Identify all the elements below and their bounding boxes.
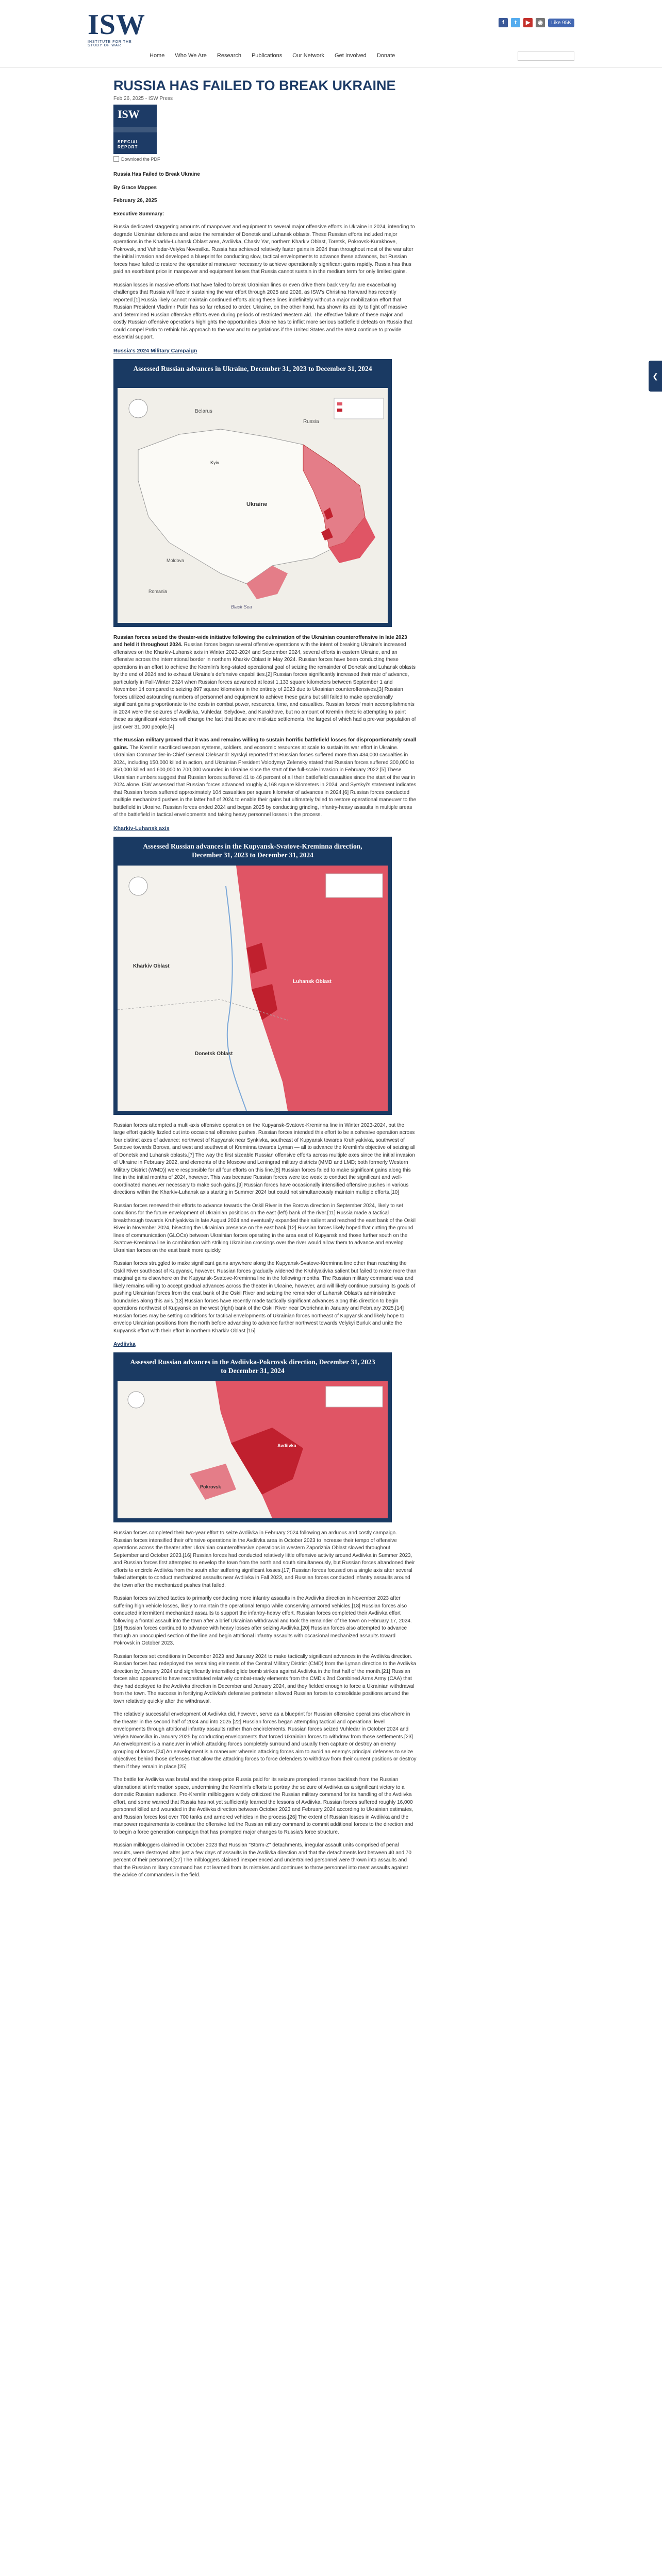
paragraph: Russian forces switched tactics to primarily conducting more infantry assaults in the Avdiivka direction in November 2023 after suffering high vehicle losses, likely to maintain the operational tempo while conserving armored vehicles.[18] Russian forces also conducted intermittent mechanized assaults to support the infantry-heavy effort. Russian forces completed their Avdiivka effort following a frontal assault into the town after a brief Ukrainian withdrawal and took the remainder of the town on February 17, 2024.[19] Russian forces continued to advance with heavy losses after seizing Avdiivka.[20] Russian forces also attempted to advance through an unoccupied section of the line and begin attritional infantry assaults with occasional mechanized assaults toward Pokrovsk in October 2023. [113,1596,412,1646]
map-label-belarus: Belarus [195,408,212,414]
kharkiv-map-svg [118,866,388,1111]
map-ukraine-advances[interactable] [113,359,392,627]
map-title: Assessed Russian advances in the Avdiivka-Pokrovsk direction, December 31, 2023 to December 31, 2024 [130,1358,375,1375]
paragraph-text: The Kremlin sacrificed weapon systems, soldiers, and economic resources at scale to sustain its war effort in Ukraine. Ukrainian Commander-in-Chief General Oleksandr Syrskyi reported that Russian forces suffered more than 434,000 casualties in 2024, including 150,000 killed in action, and Ukrainian President Volodymyr Zelensky stated that Russian forces suffered 300,000 to 350,000 killed and 600,000 to 700,000 wounded in Ukraine since the start of the full-scale invasion in February 2022.[5] These Ukrainian numbers suggest that Russian forces suffered 41 to 46 percent of all their battlefield casualties since the start of the war in 2024 alone. ISW assessed that Russian forces advanced roughly 4,168 square kilometers in 2024, and Syrskyi's statement indicates that Russian forces suffered approximately 104 casualties per square kilometer of advances in 2024.[6] Russian forces conducted multiple mechanized pushes in the latter half of 2024 to enable their gains but ultimately failed to restore operational maneuver to the battlefield in Ukraine. Russian forces ended 2024 and began 2025 by conducting grinding, infantry-heavy assaults in multiple areas of the battlefield in tactical envelopments and taking heavy personnel losses in the process. [113,744,417,818]
map-label-pokrovsk: Pokrovsk [200,1484,221,1489]
map-label-romania: Romania [148,588,168,594]
youtube-icon[interactable]: ▶ [523,18,533,27]
social-links [499,18,574,27]
exec-summary-heading: Executive Summary: [113,211,164,217]
map-label-donetsk: Donetsk Oblast [195,1050,233,1057]
article [113,72,417,1885]
article-date: February 26, 2025 [113,198,157,204]
bold-lead: The Russian military proved that it was and remains willing to sustain horrific battlefield losses for disproportionately small gains. [113,737,417,751]
facebook-icon[interactable]: f [499,18,508,27]
paragraph: The relatively successful envelopment of Avdiivka did, however, serve as a blueprint for Russian offensive operations elsewhere in the theater in the second half of 2024 and into 2025.[22] Russian forces began attempting tactical and operational level envelopments through attritional infantry assaults rather than encirclements. Russian forces seized Vuhledar in October 2024 and Velyka Novosilka in January 2025 by conducting envelopments that forced Ukrainian forces to withdraw from those settlements.[23] An envelopment is a maneuver in which attacking forces completely surround and usually then capture or destroy an enemy grouping of forces.[24] An envelopment is a maneuver wherein attacking forces aim to avoid an enemy's principal defenses to seize objectives behind those defenses that allow the attacking forces to force defenders to withdraw from their current positions or destroy them if they remain in place.[25] [113,1711,417,1770]
map-label-moldova: Moldova [167,557,185,563]
avdiivka-map-svg [118,1381,388,1518]
map-label-kharkiv: Kharkiv Oblast [133,963,170,969]
nav-publications[interactable]: Publications [251,53,283,59]
map-label-luhansk: Luhansk Oblast [293,978,332,985]
map-label-avdiivka: Avdiivka [277,1443,296,1448]
main-nav [150,53,395,59]
map-label-russia: Russia [303,418,319,425]
map-label-ukraine: Ukraine [246,501,268,507]
bold-lead: Russian forces seized the theater-wide initiative following the culmination of the Ukrainian counteroffensive in late 2023 and held it throughout 2024. [113,634,407,648]
paragraph: Russian milbloggers claimed in October 2023 that Russian "Storm-Z" detachments, irregular assault units comprised of penal recruits, were destroyed after just a few days of assaults in the Avdiivka direction and that the detachments lost between 40 and 70 percent of their personnel.[27] The milbloggers claimed inexperienced and undertrained personnel were thrown into assaults and that the Russian military command has not learned from its mistakes and continues to throw personnel into meat assaults against the advice of commanders in the field. [113,1842,411,1878]
paragraph: Russian forces set conditions in December 2023 and January 2024 to make tactically significant advances in the Avdiivka direction. Russian forces had redeployed the remaining elements of the Central Military District (CMD) from the Lyman direction to the Avdiivka direction by January 2024 and significantly intensified glide bomb strikes against Avdiivka in the first half of the month.[21] Russian forces also appeared to have reconstituted relatively combat-ready elements from the CMD's 2nd Combined Arms Army (CAA) that they had deployed to the Avdiivka direction in December and January 2024, and they fielded enough to force a Ukrainian withdrawal from the town. The success in fortifying Avdiivka's defensive perimeter allowed Russian forces to consolidate positions around the town relatively quickly after the withdrawal. [113,1653,416,1704]
nav-donate[interactable]: Donate [376,53,395,59]
paragraph: Russia dedicated staggering amounts of manpower and equipment to several major offensive efforts in Ukraine in 2024, intending to degrade Ukrainian defenses and seize the remainder of Donetsk and Luhansk oblasts. These Russian efforts included major operations in the Kharkiv-Luhansk Oblast area, Avdiivka, Chasiv Yar, northern Kharkiv Oblast, Toretsk, Pokrovsk-Kurakhove, Pokrovsk, and Vuhledar-Velyka Novosilka. Russia has achieved relatively faster gains in 2024 than throughout most of the war after the initial invasion and developed a blueprint for conducting slow, tactical envelopments to advance these advances, but Russian forces have failed to restore the operational maneuver necessary to achieve operationally significant gains rapidly. Russia has thus paid an exorbitant price in manpower and equipment losses that Russia cannot sustain in the medium term for only limited gains. [113,224,415,275]
badge-logo: ISW [118,108,140,121]
special-report-badge [113,105,157,154]
map-avdiivka-pokrovsk[interactable] [113,1352,392,1522]
logo-subtitle: INSTITUTE FOR THE STUDY OF WAR [88,40,132,47]
paragraph [113,634,417,732]
article-heading: Russia Has Failed to Break Ukraine [113,172,200,177]
map-body [118,388,388,623]
nav-research[interactable]: Research [217,53,241,59]
nav-who-we-are[interactable]: Who We Are [175,53,207,59]
nav-home[interactable]: Home [150,53,165,59]
paragraph-text: Russian forces began several offensive operations with the intent of breaking Ukraine's increased offensives on the Kharkiv-Luhansk axis in Winter 2023-2024 and September 2024, several efforts in eastern Ukraine, and an offensive across the international border in northern Kharkiv Oblast in May 2024. Russian forces have been conducting these operations in an effort to achieve the Kremlin's long-stated operational goal of seizing the remainder of Donetsk and Luhansk oblasts by the end of 2024 and to exhaust Ukraine's defensive capabilities.[2] Russian forces significantly increased their rate of advance, particularly in Fall-Winter 2024 when Russian forces advanced at least 1,133 square kilometers between September 1 and November 14 compared to seizing 897 square kilometers in the entirety of 2023 due to Ukrainian counteroffensives.[3] Russian forces utilized astounding numbers of personnel and equipment to achieve these gains but still failed to make operationally significant gains proportionate to the costs in combat power, resources, time, and casualties. Russian forces' main accomplishments in 2024 were the seizures of Avdiivka, Vuhledar, Selydove, and Kurakhove, but no amount of Kremlin rhetoric attempting to paint these as significant victories will change the fact that these are mid-size settlements, the largest of which had a pre-war population of just over 31,000 people.[4] [113,642,416,730]
paragraph [113,737,417,819]
site-header [0,0,662,67]
section-heading[interactable]: Avdiivka [113,1341,136,1347]
nav-our-network[interactable]: Our Network [292,53,325,59]
download-pdf-link[interactable] [113,156,417,162]
nav-get-involved[interactable]: Get Involved [335,53,367,59]
twitter-icon[interactable]: t [511,18,520,27]
badge-label: SPECIAL REPORT [118,140,139,149]
map-body [118,1381,388,1518]
paragraph: Russian forces struggled to make significant gains anywhere along the Kupyansk-Svatove-Kreminna line other than reaching the Oskil River southeast of Kupyansk, however. Russian forces gradually widened the Kruhlyakivka salient but failed to make more than marginal gains elsewhere on the Kupyansk-Svatove-Kreminna line in the following months. The Russian military command was and likely remains willing to accept gradual advances across the theater in Ukraine, however, and will likely continue pursuing its goals of pushing Ukrainian forces from the east bank of the Oskil River and seizing the remainder of Luhansk Oblast's administrative boundaries along this axis.[13] Russian forces have recently made tactically significant advances along this direction to begin operations northwest of Kupyansk on the west (right) bank of the Oskil River near Dvorichna in January and February 2025.[14] Russian forces may be setting conditions for tactical envelopments of Ukrainian forces northeast of Kupyansk and likely hope to envelop Ukrainian positions from the north before advancing to advance further northwest towards Velykyi Burluk and unite the Kupyansk effort with their effort in northern Kharkiv Oblast.[15] [113,1261,417,1334]
pdf-icon [113,156,119,162]
rss-icon[interactable]: ◉ [536,18,545,27]
paragraph: The battle for Avdiivka was brutal and the steep price Russia paid for its seizure prompted intense backlash from the Russian ultranationalist information space, undermining the Kremlin's efforts to portray the seizure of Avdiivka as a significant victory to a domestic Russian audience. Pro-Kremlin milbloggers widely criticized the Russian military command for its handling of the Avdiivka effort, and some warned that Russia has not yet sufficiently learned the lessons of Avdiivka. Russian forces suffered roughly 16,000 personnel killed and wounded in the Avdiivka direction between October 2023 and February 2024 according to Ukrainian estimates, and Russian forces lost over 700 tanks and armored vehicles in the process.[26] The extent of Russian losses in Avdiivka and the manpower requirements to continue the offensive led the Russian military command to commit additional forces to the direction and to begin a force generation campaign that has prompted major changes to Russia's force structure. [113,1777,413,1835]
share-sidebar-tab[interactable]: ❮ [649,361,662,392]
map-title: Assessed Russian advances in Ukraine, December 31, 2023 to December 31, 2024 [133,364,372,372]
paragraph: Russian forces attempted a multi-axis offensive operation on the Kupyansk-Svatove-Kreminna line in Winter 2023-2024, but the large effort quickly fizzled out into occasional offensive pushes. Russian forces intended this effort to be a cohesive operation across four distinct axes of advance: northwest of Kupyansk near Synkivka, southeast of Kupyansk towards Kruhlyakivka, southwest of Svatove towards Borova, and west and southwest of Kreminna towards Lyman — all to advance the Kremlin's objective of seizing all of Donetsk and Luhansk oblasts.[7] The way the first sizeable Russian offensive efforts across multiple axes since the initial invasion of Ukraine in February 2022, and elements of the Moscow and Leningrad military districts (MMD and LMD; both formerly Western Military District (WMD)) were responsible for all four efforts on this line.[8] Russian forces failed to make significant gains along this line in the initial months of 2024, however. This was because Russian forces were too weak to conduct the significant and well-coordinated maneuver necessary to make such gains.[9] Russian forces have occasionally intensified offensive pushes in various directions within the Kharkiv-Luhansk axis starting in Summer 2024 but could not simultaneously maintain multiple efforts.[10] [113,1122,416,1195]
map-label-kyiv: Kyiv [210,460,220,465]
paragraph: Russian forces renewed their efforts to advance towards the Oskil River in the Borova direction in September 2024, likely to set conditions for the future envelopment of Ukrainian positions on the east (left) bank of the river.[11] Russia made a tactical breakthrough towards Kruhlyakivka in late August 2024 and eventually expanded their salient and reached the east bank of the Oskil River in November 2024, bisecting the Ukrainian presence on the east bank.[12] Russian forces likely hoped that cutting the ground lines of communication (GLOCs) between Ukrainian forces operating in the area east of Kupyansk and those further south on the Svatove-Kreminna line in combination with striking Ukrainian crossings over the river would allow them to advance and envelop Ukrainian forces on the east bank more quickly. [113,1202,416,1253]
search-input[interactable] [518,52,574,61]
paragraph: Russian losses in massive efforts that have failed to break Ukrainian lines or even drive them back very far are exacerbating challenges that Russia will face in sustaining the war effort through 2025 and 2026, as ISW's Christina Harward has recently reported.[1] Russia likely cannot maintain continued efforts along these lines indefinitely without a major mobilization effort that Russian President Vladimir Putin has so far refused to order. Ukraine, on the other hand, has shown its ability to fight off massive and determined Russian offensive efforts even during periods of restricted Western aid. The effective failure of these major and costly Russian offensive operations highlights the opportunities Ukraine has to inflict more serious battlefield defeats on Russia that could compel Putin to rethink his approach to the war and to negotiations if the United States and the West continue to provide essential support. [113,282,412,340]
map-title: Assessed Russian advances in the Kupyansk-Svatove-Kreminna direction, December 31, 2023 to December 31, 2024 [143,842,362,859]
article-title: RUSSIA HAS FAILED TO BREAK UKRAINE [113,78,396,93]
download-label: Download the PDF [121,156,160,162]
facebook-like-button[interactable]: Like 95K [548,19,574,27]
map-body [118,866,388,1111]
section-heading[interactable]: Kharkiv-Luhansk axis [113,825,170,832]
map-label-black-sea: Black Sea [231,604,252,609]
paragraph: Russian forces completed their two-year effort to seize Avdiivka in February 2024 following an arduous and costly campaign. Russian forces intensified their offensive operations in the Avdiivka area in October 2023 to increase their tempo of offensive operations across the theater after Ukrainian counteroffensive operations in western Zaporizhia Oblast slowed throughout September and October 2023.[16] Russian forces had conducted relatively little offensive activity around Avdiivka in Summer 2023, and Russian forces first attempted to envelop the town from the north and south simultaneously, but Russian forces abandoned their efforts to encircle Avdiivka from the south after suffering significant losses.[17] Russian forces focused on a single axis after several failed attempts to conduct mechanized assaults near Avdiivka in Fall 2023, and Russian forces conducted infantry assaults around the town after the mechanized pushes that failed. [113,1530,415,1588]
byline: By Grace Mappes [113,184,157,191]
logo-mark: ISW [88,9,145,41]
isw-logo[interactable] [88,9,144,53]
section-heading[interactable]: Russia's 2024 Military Campaign [113,347,197,354]
map-kupyansk-svatove[interactable] [113,837,392,1115]
article-meta: Feb 26, 2025 - ISW Press [113,96,173,101]
